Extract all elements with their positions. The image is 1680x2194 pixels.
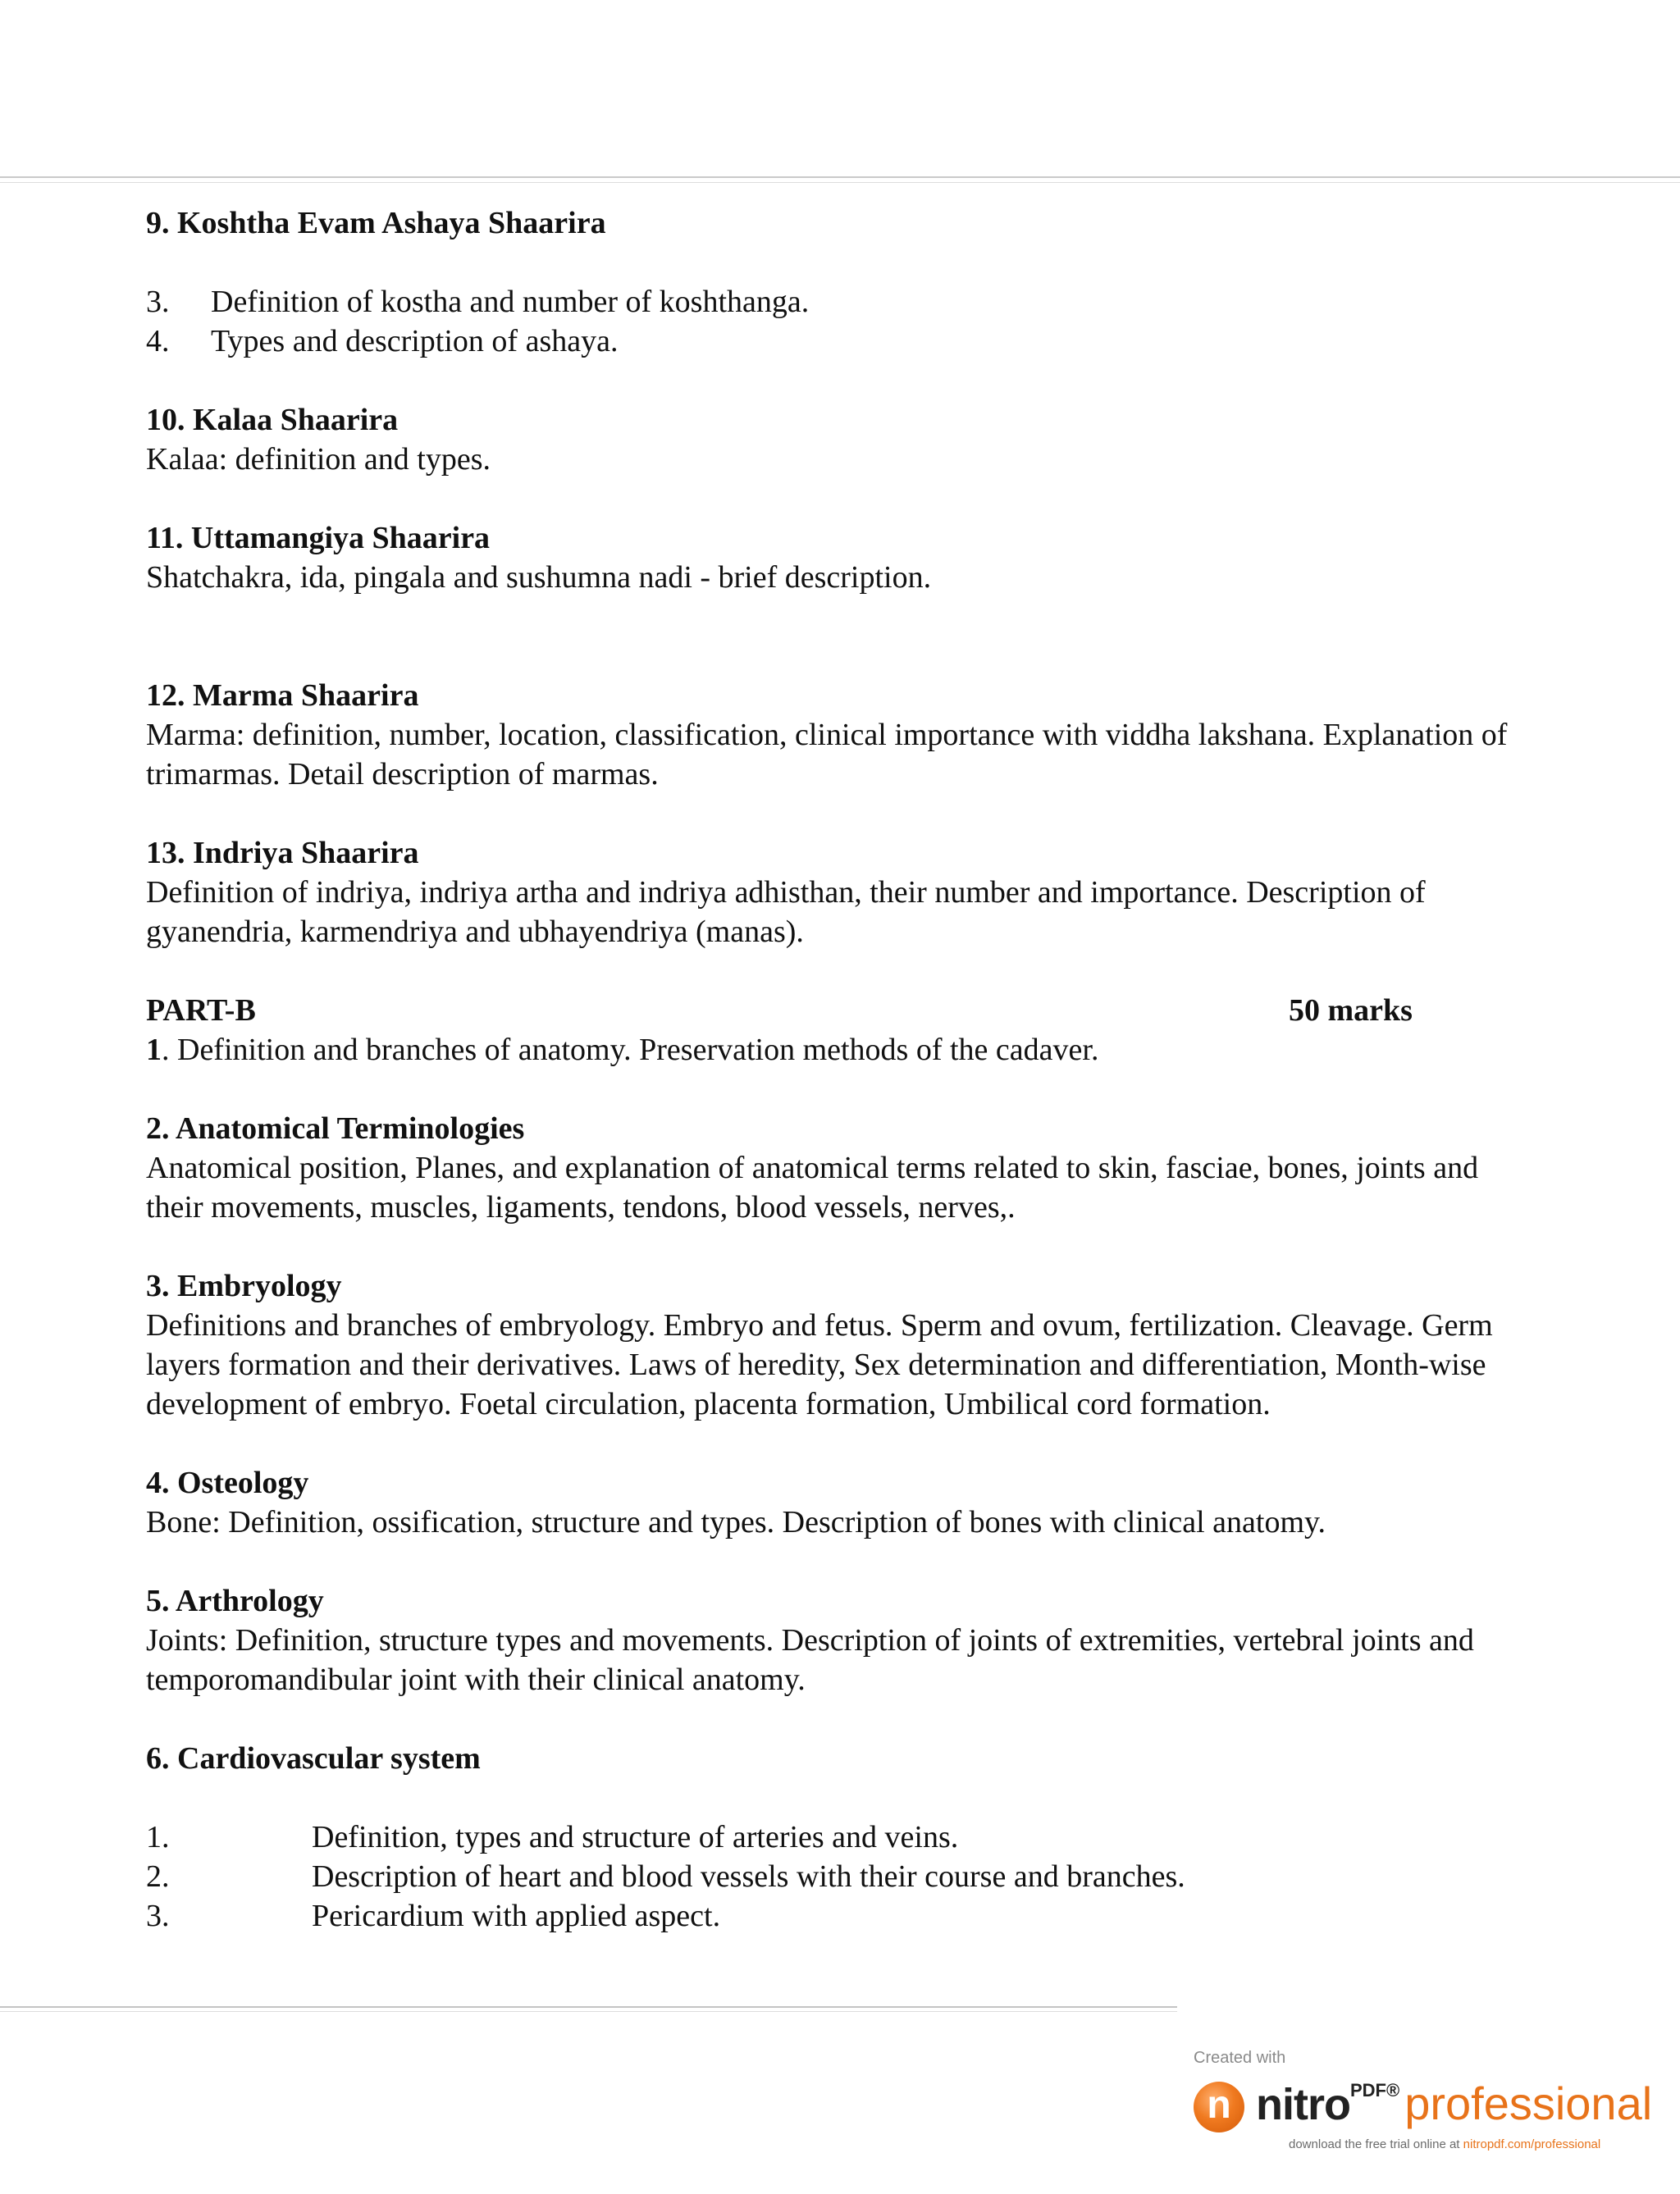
section-text: Bone: Definition, ossification, structure and types. Description of bones with clinical anatomy. [146,1505,1326,1539]
section-heading-11: 11. Uttamangiya Shaarira [146,521,491,555]
section-text: Shatchakra, ida, pingala and sushumna nadi - brief description. [146,560,932,595]
document-body [146,203,1639,1936]
section-heading-9: 9. Koshtha Evam Ashaya Shaarira [146,206,606,240]
section-text: Joints: Definition, structure types and movements. Description of joints of extremities, vertebral joints and [146,1623,1474,1658]
section-text: Kalaa: definition and types. [146,442,491,477]
section-heading-embryology: 3. Embryology [146,1269,342,1303]
section-text: Anatomical position, Planes, and explanation of anatomical terms related to skin, fasciae, bones, joints and [146,1151,1479,1185]
bottom-rule-secondary [0,2011,1177,2012]
brand-nitro: nitro [1256,2080,1350,2129]
list-item: 1. Definition, types and structure of arteries and veins. [146,1820,959,1854]
download-trial-text: download the free trial online at nitropdf.com/professional [1289,2137,1601,2151]
section-text: temporomandibular joint with their clinical anatomy. [146,1663,806,1697]
section-text: Definitions and branches of embryology. Embryo and fetus. Sperm and ovum, fertilization. Cleavage. Germ [146,1308,1493,1343]
section-text: Marma: definition, number, location, classification, clinical importance with viddha lakshana. Explanation of [146,718,1508,752]
nitro-logo-icon: n [1194,2082,1244,2132]
bottom-rule [0,2006,1177,2008]
brand-pdf: PDF® [1349,2080,1400,2100]
created-with-label: Created with [1194,2049,1286,2067]
section-heading-10: 10. Kalaa Shaarira [146,403,399,437]
list-item: 4. Types and description of ashaya. [146,324,619,358]
list-item: 3. Definition of kostha and number of koshthanga. [146,285,810,319]
section-heading-arthrology: 5. Arthrology [146,1584,324,1618]
section-heading-12: 12. Marma Shaarira [146,678,419,713]
list-item: 2. Description of heart and blood vessels with their course and branches. [146,1859,1185,1894]
section-heading-osteology: 4. Osteology [146,1466,309,1500]
part-b-header [146,991,1639,1030]
top-rule-secondary [0,182,1680,183]
part-b-marks: 50 marks [1289,993,1413,1028]
section-heading-cardiovascular: 6. Cardiovascular system [146,1741,481,1776]
section-heading-anatomical-terminologies: 2. Anatomical Terminologies [146,1111,525,1146]
section-heading-13: 13. Indriya Shaarira [146,836,419,870]
section-text: 1. Definition and branches of anatomy. Preservation methods of the cadaver. [146,1033,1099,1067]
brand-professional: professional [1404,2078,1653,2129]
nitro-brand [1256,2077,1652,2130]
part-b-label: PART-B [146,993,256,1028]
list-item: 3. Pericardium with applied aspect. [146,1899,721,1933]
section-text: gyanendria, karmendriya and ubhayendriya (manas). [146,915,804,949]
section-text: trimarmas. Detail description of marmas. [146,757,659,791]
nitro-pdf-badge[interactable] [1194,2049,1669,2160]
section-text: Definition of indriya, indriya artha and indriya adhisthan, their number and importance. Description of [146,875,1426,910]
section-text: layers formation and their derivatives. Laws of heredity, Sex determination and differentiation, Month-wise [146,1348,1486,1382]
top-rule [0,176,1680,178]
download-link[interactable]: nitropdf.com/professional [1463,2137,1601,2151]
section-text: development of embryo. Foetal circulation, placenta formation, Umbilical cord formation. [146,1387,1271,1421]
section-text: their movements, muscles, ligaments, tendons, blood vessels, nerves,. [146,1190,1016,1225]
